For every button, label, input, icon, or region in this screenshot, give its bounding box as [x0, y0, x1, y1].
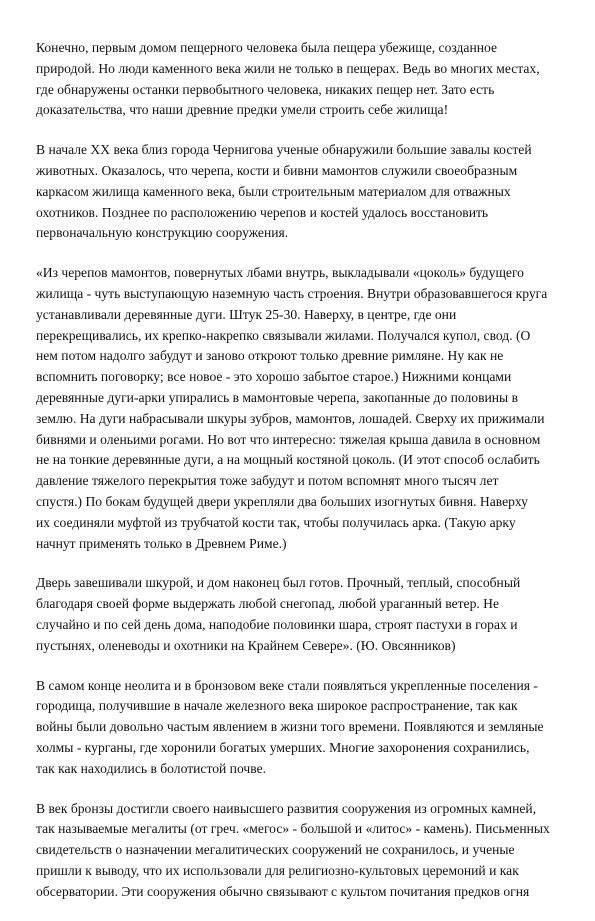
- text-line: животных. Оказалось, что черепа, кости и бивни мамонтов служили своеобразным: [36, 162, 518, 178]
- text-line: холмы - курганы, где хоронили богатых умерших. Многие захоронения сохранились,: [36, 739, 530, 755]
- paragraph-2: [36, 140, 559, 244]
- text-line: не на тонкие деревянные дуги, а на мощный костяной цоколь. (И этот способ ослабить: [36, 452, 540, 468]
- text-line: доказательства, что наши древние предки умели строить себе жилища!: [36, 102, 449, 118]
- text-line: бивнями и оленьими рогами. Но вот что интересно: тяжелая крыша давила в основном: [36, 431, 541, 447]
- text-line: землю. На дуги набрасывали шкуры зубров, мамонтов, лошадей. Сверху их прижимали: [36, 410, 545, 426]
- text-line: городища, получившие в начале железного века широкое распространение, так как: [36, 698, 518, 714]
- text-line: так как находились в болотистой почве.: [36, 760, 267, 776]
- text-line: Конечно, первым домом пещерного человека была пещера убежище, созданное: [36, 40, 497, 55]
- text-line: перекрещивались, их крепко-накрепко связывали жилами. Получался купол, свод. (О: [36, 327, 531, 343]
- text-line: пришли к выводу, что их использовали для религиозно-культовых церемоний и как: [36, 862, 519, 878]
- text-line: В самом конце неолита и в бронзовом веке стали появляться укрепленные поселения -: [36, 677, 538, 693]
- paragraph-6: [36, 799, 559, 903]
- text-line: так называемые мегалиты (от греч. «мегос» - большой и «литос» - камень). Письменных: [36, 821, 550, 837]
- text-line: деревянные дуги-арки упирались в мамонтовые черепа, закопанные до половины в: [36, 389, 518, 405]
- text-line: вспомнить поговорку; все новое - это хорошо забытое старое.) Нижними концами: [36, 369, 512, 385]
- text-line: устанавливали деревянные дуги. Штук 25-30. Наверху, в центре, где они: [36, 306, 457, 322]
- text-line: нем потом надолго забудут и заново откроют только древние римляне. Ну как не: [36, 348, 504, 364]
- text-line: давление тяжелого перекрытия тоже забудут и потом вспомнят много тысяч лет: [36, 473, 499, 489]
- paragraph-1: [36, 38, 559, 121]
- text-line: начнут применять только в Древнем Риме.): [36, 535, 287, 551]
- text-line: «Из черепов мамонтов, повернутых лбами внутрь, выкладывали «цоколь» будущего: [36, 265, 524, 281]
- text-line: их соединяли муфтой из трубчатой кости так, чтобы получилась арка. (Такую арку: [36, 514, 516, 530]
- text-line: Дверь завешивали шкурой, и дом наконец был готов. Прочный, теплый, способный: [36, 575, 521, 591]
- paragraph-4: [36, 573, 559, 656]
- text-line: В начале XX века близ города Чернигова ученые обнаружили большие завалы костей: [36, 142, 532, 158]
- quote-paragraph: [36, 263, 559, 554]
- text-line: спустя.) По бокам будущей двери укрепляли два больших изогнутых бивня. Наверху: [36, 493, 528, 509]
- document-page: [36, 38, 559, 921]
- text-line: первоначальную конструкцию сооружения.: [36, 225, 289, 241]
- text-line: обсерватории. Эти сооружения обычно связывают с культом почитания предков огня: [36, 883, 530, 899]
- text-line: свидетельств о назначении мегалитических сооружений не сохранилось, и ученые: [36, 842, 515, 858]
- text-line: войны были довольно частым явлением в жизни того времени. Появляются и земляные: [36, 719, 544, 735]
- text-line: каркасом жилища каменного века, были строительным материалом для отважных: [36, 183, 511, 199]
- text-line: охотников. Позднее по расположению черепов и костей удалось восстановить: [36, 204, 489, 220]
- text-line: В век бронзы достигли своего наивысшего развития сооружения из огромных камней,: [36, 800, 537, 816]
- text-line: где обнаружены останки первобытного человека, никаких пещер нет. Зато есть: [36, 81, 495, 97]
- text-line: случайно и по сей день дома, наподобие половинки шара, строят пастухи в горах и: [36, 616, 518, 632]
- paragraph-5: [36, 676, 559, 780]
- text-line: пустынях, оленеводы и охотники на Крайнем Севере». (Ю. Овсянников): [36, 637, 456, 653]
- text-line: жилища - чуть выступающую наземную часть строения. Внутри образовавшегося круга: [36, 285, 548, 301]
- text-line: природой. Но люди каменного века жили не только в пещерах. Ведь во многих местах,: [36, 60, 540, 76]
- text-line: благодаря своей форме выдержать любой снегопад, любой ураганный ветер. Не: [36, 596, 500, 612]
